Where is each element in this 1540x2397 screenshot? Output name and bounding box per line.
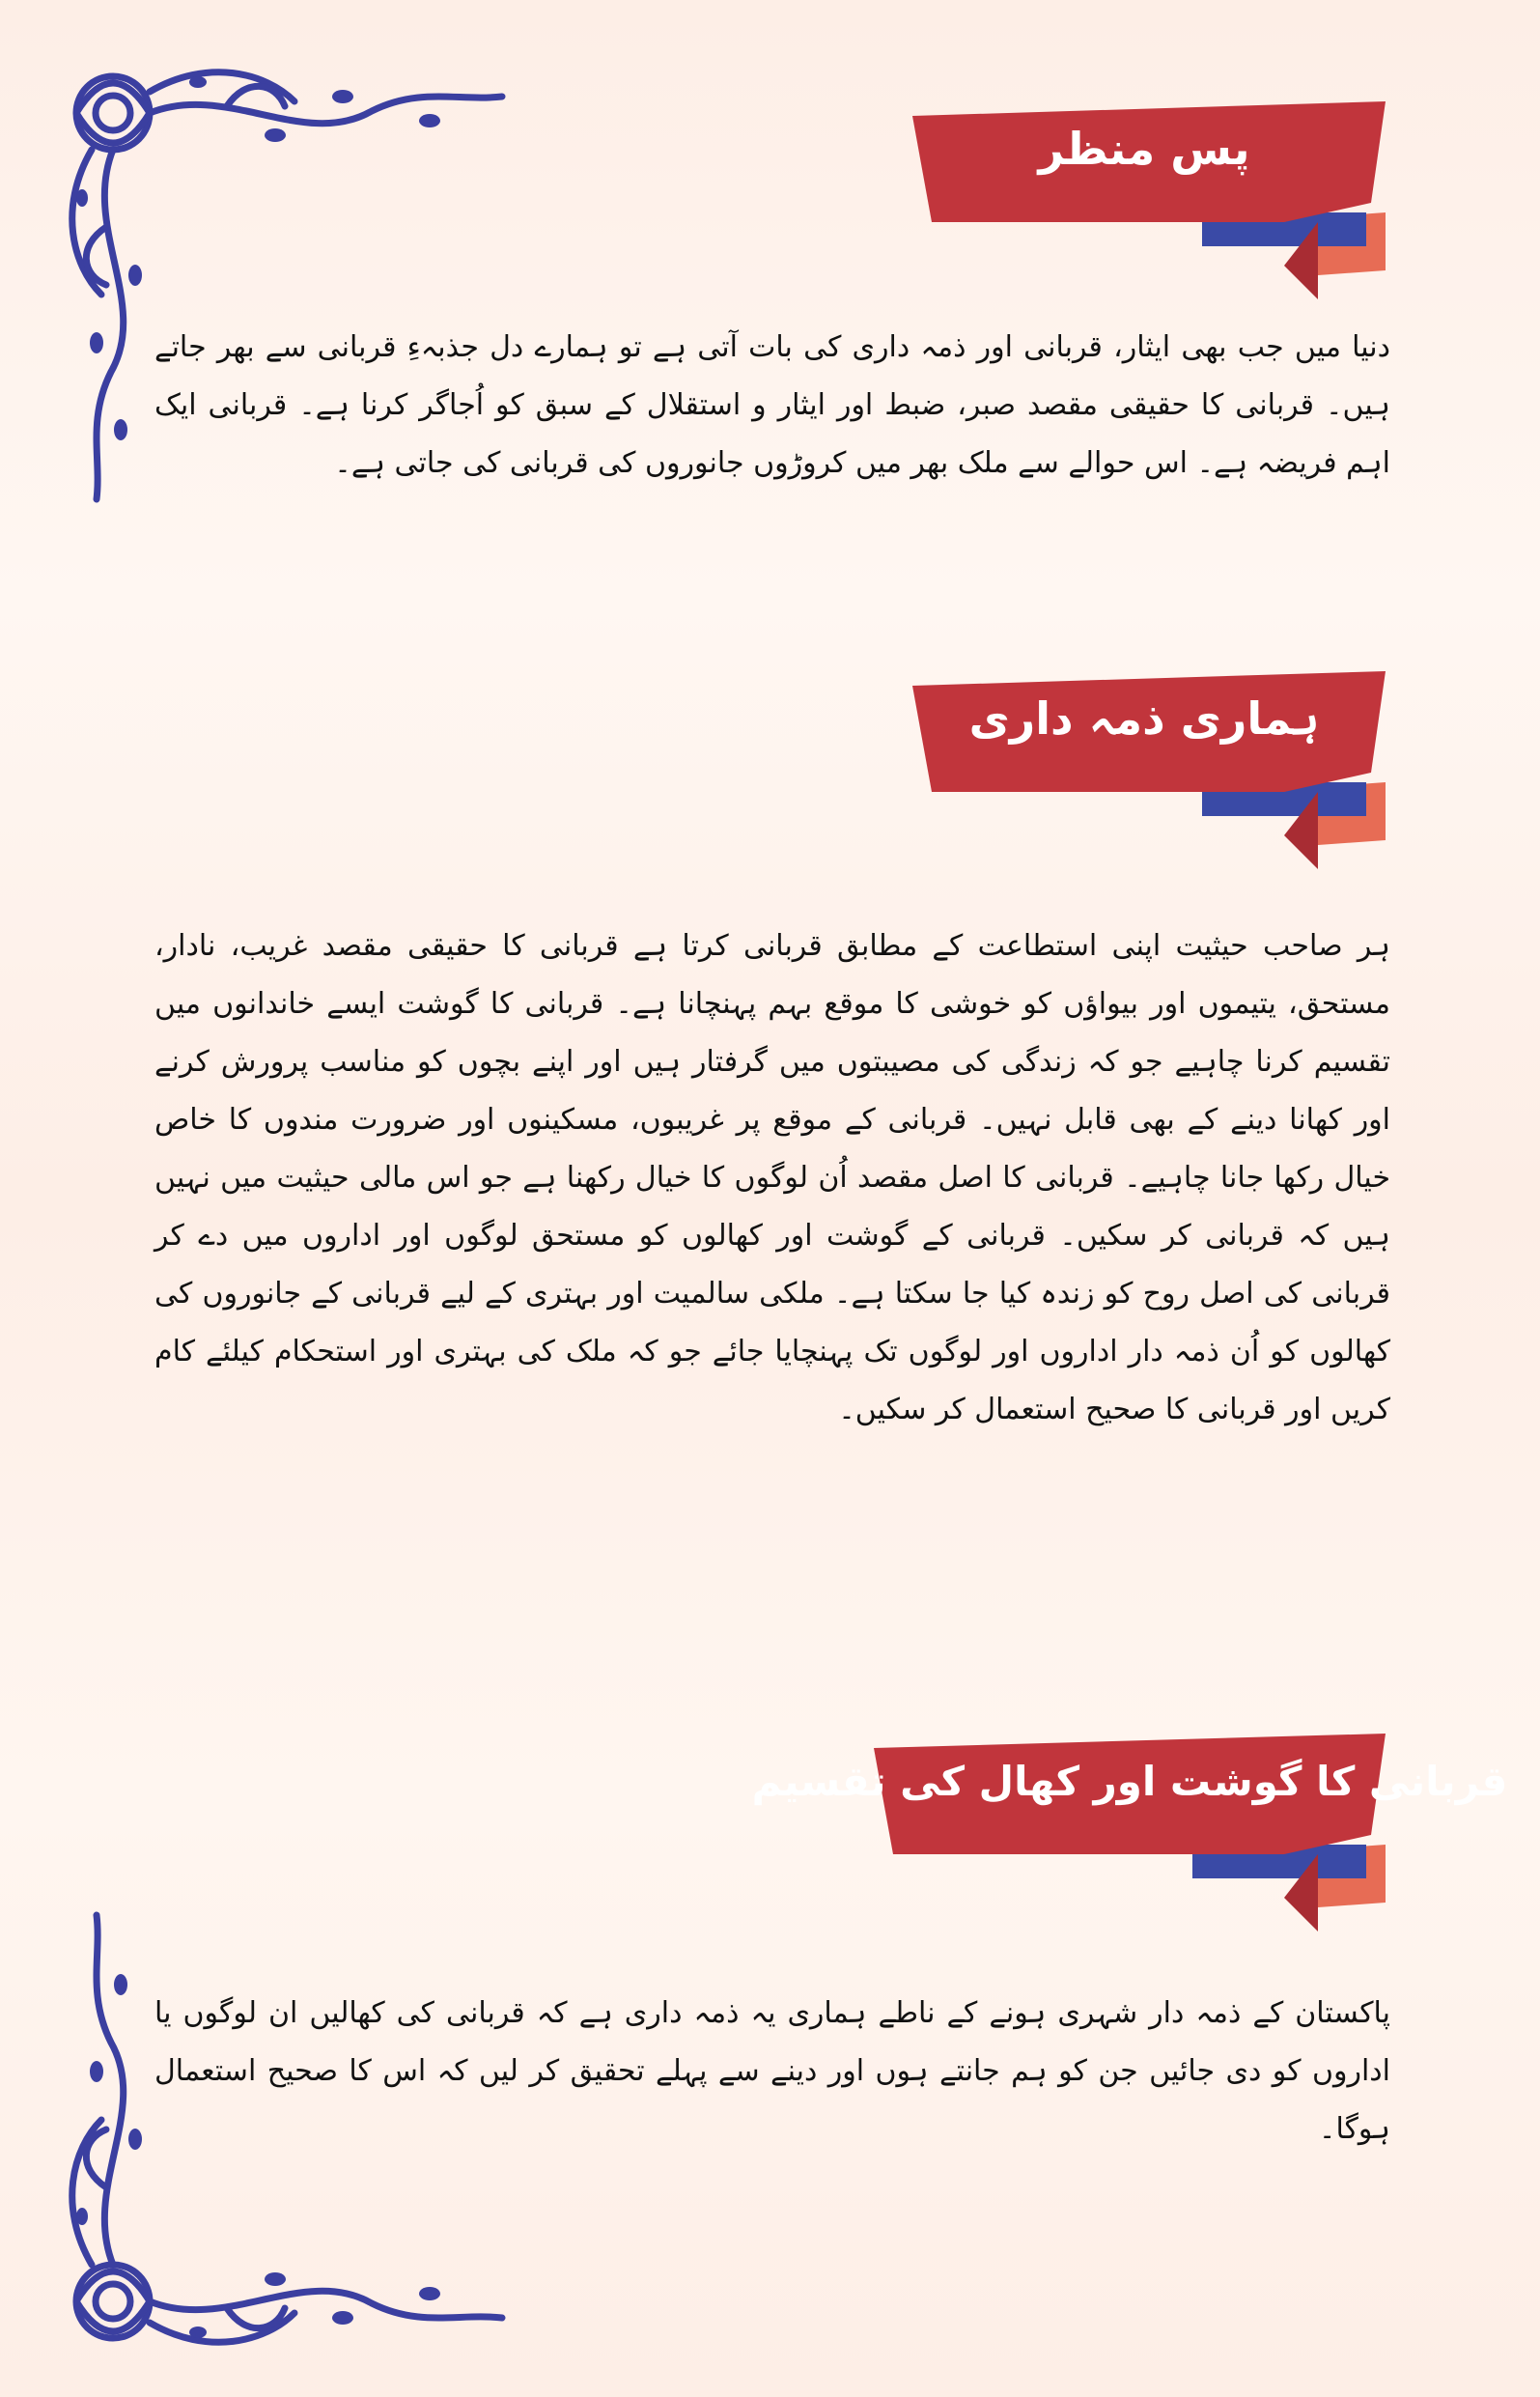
section-title: پس منظر <box>1038 123 1250 175</box>
paragraph-text: پاکستان کے ذمہ دار شہری ہونے کے ناطے ہماری یہ ذمہ داری ہے کہ قربانی کی کھالیں ان لوگوں یا اداروں کو دی جائیں جن کو ہم جانتے ہوں اور دینے سے پہلے تحقیق کر لیں کہ اس کا صحیح استعمال ہوگا۔ <box>154 1996 1390 2146</box>
section-banner-background <box>751 1709 1508 1932</box>
paragraph-text: ہر صاحب حیثیت اپنی استطاعت کے مطابق قربانی کرتا ہے قربانی کا حقیقی مقصد غریب، نادار، مستحق، یتیموں اور بیواؤں کو خوشی کا موقع بہم پہنچانا ہے۔ قربانی کا گوشت ایسے خاندانوں میں تقسیم کرنا چاہیے جو کہ زندگی کی مصیبتوں میں گرفتار ہیں اور اپنے بچوں کو مناسب پرورش کرنے اور کھانا دینے کے بھی قابل نہیں۔ قربانی کے موقع پر غریبوں، مسکینوں اور ضرورت مندوں کا خاص خیال رکھا جانا چاہیے۔ قربانی کا اصل مقصد اُن لوگوں کا خیال رکھنا ہے جو اس مالی حیثیت میں نہیں ہیں کہ قربانی کر سکیں۔ قربانی کے گوشت اور کھالوں کو مستحق لوگوں اور اداروں میں دے کر قربانی کی اصل روح کو زندہ کیا جا سکتا ہے۔ ملکی سالمیت اور بہتری کے لیے قربانی کے جانوروں کی کھالوں کو اُن ذمہ دار اداروں اور لوگوں تک پہنچایا جائے جو کہ ملک کی بہتری اور استحکام کیلئے کام کریں اور قربانی کا صحیح استعمال کر سکیں۔ <box>154 929 1391 1426</box>
section-banner-background <box>912 77 1386 299</box>
section-title: ہماری ذمہ داری <box>968 692 1320 745</box>
section-paragraph <box>154 319 1390 493</box>
ribbon-icon <box>751 1709 1508 1932</box>
section-banner-background <box>912 647 1386 869</box>
ribbon-icon <box>912 647 1386 869</box>
section-paragraph <box>154 1985 1390 2158</box>
ribbon-icon <box>912 77 1386 299</box>
section-title: قربانی کا گوشت اور کھال کی تقسیم <box>751 1757 1508 1805</box>
section-paragraph <box>154 917 1390 1439</box>
paragraph-text: دنیا میں جب بھی ایثار، قربانی اور ذمہ داری کی بات آتی ہے تو ہمارے دل جذبہءِ قربانی سے بھر جاتے ہیں۔ قربانی کا حقیقی مقصد صبر، ضبط اور ایثار و استقلال کے سبق کو اُجاگر کرنا ہے۔ قربانی ایک اہم فریضہ ہے۔ اس حوالے سے ملک بھر میں کروڑوں جانوروں کی قربانی کی جاتی ہے۔ <box>154 330 1390 480</box>
